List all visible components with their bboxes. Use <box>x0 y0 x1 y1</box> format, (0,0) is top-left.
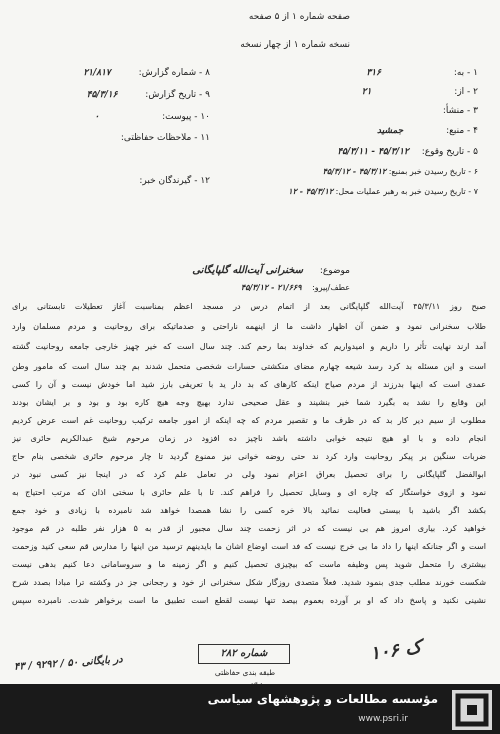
institute-banner <box>0 684 500 734</box>
body-line: طلاب سخنرانی نمود و ضمن آن اظهار داشت ما از اینهمه ناراحتی و صدماتیکه برای روحانیت و مردم مسلمان وارد <box>12 321 486 331</box>
copy-number-line: نسخه شماره ۱ از چهار نسخه <box>240 40 350 50</box>
field-value: ۴۵/۳/۱۲ - ۱۲ <box>288 186 334 196</box>
reference-value: ۲۱/۶۶۹ - ۴۵/۳/۱۲ <box>240 282 302 292</box>
body-line: صبح روز ۴۵/۳/۱۱ آیت‌الله گلپایگانی بعد از اتمام درس در مسجد اعظم بمناسبت آغاز تعطیلات تابستانی برای <box>12 301 486 311</box>
body-line: نشینی نکنید و پاسخ داد که او بر آورده بعموم بیصد تنها نیست لقطع است تطبیق ما است برخواهر شدت. نامبرده سپس <box>12 595 486 605</box>
body-line: مطلوب از سیم دیر کار بد که در ظرف ما و تقصیر مردم که چه اینکه از امور جامعه ترکیب روحانیت غم است عرض کردیم <box>12 415 486 425</box>
field-event-date <box>337 147 478 157</box>
field-value: ۰ <box>94 112 100 122</box>
reference-line <box>241 282 350 292</box>
field-label: ۴ - منبع: <box>446 126 478 136</box>
body-line: نمود و ازوی خواستگار که چاره ای و وسایل تحصیل را فراهم کند. تا با علم حائری با سختی اذان که مرتب احتیاج به <box>12 487 486 497</box>
body-line: شکست خورند مطلب جدی بنمود شدید. فعلاً متصدی روزگار شکل سخنرانی از خود و رجحانی جز در وکشته ترا مبادا بصدد شرح <box>12 577 486 587</box>
stamp-box: شماره ۲۸۲ <box>198 644 290 664</box>
field-value: ۲۱ <box>361 87 372 97</box>
field-label: ۱۱ - ملاحظات حفاظتی: <box>120 133 210 143</box>
body-line: ضربات سنگین بر پیکر روحانیت وارد کرد ند حتی روضه خوانی نیز ممنوع گردید تا چار مرحوم حائری شخصی بنام حاج <box>12 451 486 461</box>
field-source-date <box>323 166 478 176</box>
archive-prefix: در بایگانی <box>81 654 124 669</box>
field-to <box>366 68 478 78</box>
body-line: بکشد اگر باشید با بیستی فعالیت نمائید بالا خره کسی را نشا همصدا خواهد شد نامبرده با زیادی و خود جمع <box>12 505 486 515</box>
archive-number: ۵۰ / ۹۲۹۲ / ۴۳ <box>13 657 79 673</box>
field-label: ۱۰ - پیوست: <box>162 112 210 122</box>
field-report-number <box>83 68 210 78</box>
right-handwriting: ک ۱۰۶ <box>368 636 423 665</box>
reference-label: عطف/پیرو: <box>312 283 350 292</box>
subject-label: موضوع: <box>319 266 350 276</box>
body-line: است و اگر جنانکه اینها را داد ما بی خرج نیست که فد است اوضاع اشان ما بایدینهم ترسید من اینها را مدارس قم سعی کنید وزحمت <box>12 541 486 551</box>
field-value: ۴۵/۳/۱۲ - ۴۵/۳/۱۲ <box>322 166 387 176</box>
field-from <box>362 87 478 97</box>
field-label: ۶ - تاریخ رسیدن خبر بمنبع: <box>388 167 478 176</box>
field-value: ۳۱۶ <box>366 68 381 78</box>
field-label: ۳ - منشأ: <box>442 106 478 116</box>
field-attachment <box>94 112 210 122</box>
field-label: ۱۲ - گیرندگان خبر: <box>139 176 210 186</box>
archive-handwriting <box>14 654 123 673</box>
stamp-label: طبقه بندی حفاظتی <box>214 668 276 677</box>
field-value: ۲۱/۸۱۷ <box>83 68 111 78</box>
institute-logo-icon <box>452 690 492 730</box>
field-label: ۵ - تاریخ وقوع: <box>421 147 478 157</box>
field-leader-date <box>288 186 478 196</box>
field-origin <box>443 106 478 116</box>
field-label: ۲ - از: <box>454 87 478 97</box>
body-line: عمدی است که اینها بدرزند از مردم صیاح اینکه کارهای که بد دار ید با تعریفی بارز شید اما خودش نیست و آن را کسی <box>12 379 486 389</box>
subject-line <box>192 265 350 276</box>
field-value: جمشید <box>376 126 404 136</box>
body-line: بیشتری را متحمل شوید پس وظیفه ماست که بیچیزی تحصیل کنیم و اگر زمینه ما و سروسامانی دعا کنیم بدهی نیست <box>12 559 486 569</box>
body-line: آمد ارند نهایت تأثر را داریم و امیدواریم که خداوند بما رحم کند. چند سال است که خیر چهیز خارجی جامعه روحانیت گشته <box>12 341 486 351</box>
body-line: این وقایع را نشد به بگیرد شما خیر بنشیند و عقل صحیحی ندارد بهیچ وجه هیچ کاره بود و بود و بر ایشان بودند <box>12 397 486 407</box>
field-value: ۴۵/۳/۱۲ - ۴۵/۳/۱۱ <box>337 147 409 157</box>
field-label: ۸ - شماره گزارش: <box>138 68 210 78</box>
field-report-date <box>87 90 210 100</box>
field-label: ۷ - تاریخ رسیدن خبر به رهبر عملیات محل: <box>335 187 478 196</box>
field-source <box>377 126 478 136</box>
body-line: انجام داده و با او هیچ نتیجه خوابی داشته باشد ناچیز ده افزود در زمان مرحوم شیخ عبدالکریم حائری نیز <box>12 433 486 443</box>
field-label: ۱ - به: <box>453 68 478 78</box>
institute-url[interactable]: www.psri.ir <box>358 714 408 724</box>
field-label: ۹ - تاریخ گزارش: <box>145 90 210 100</box>
field-recipients <box>139 176 210 186</box>
body-line: خواهید کرد. بیاری امروز هم بی نیست که در اثر زحمت چند سال مجبور از قدر به ۵ هزار نفر طلبه در قم موجود <box>12 523 486 533</box>
subject-value: سخنرانی آیت‌الله گلپایگانی <box>192 265 303 276</box>
institute-title: مؤسسه مطالعات و پژوهشهای سیاسی <box>207 692 438 706</box>
body-line: است و این مسئله بد کرد رسد شیعه چهارم مضای منکشتی حسارات شخصی متحمل شدند بم چند سال است که مامور وطن <box>12 361 486 371</box>
field-value: ۴۵/۳/۱۶ <box>86 90 118 100</box>
page-number-line: صفحه شماره ۱ از ۵ صفحه <box>248 12 350 22</box>
body-line: ابوالفضل گلپایگانی را برای تحصیل بعراق اعزام نمود ولی در تعامل علم کرد که در اینجا نیز کسی نبود در <box>12 469 486 479</box>
field-security-notes <box>121 133 210 143</box>
